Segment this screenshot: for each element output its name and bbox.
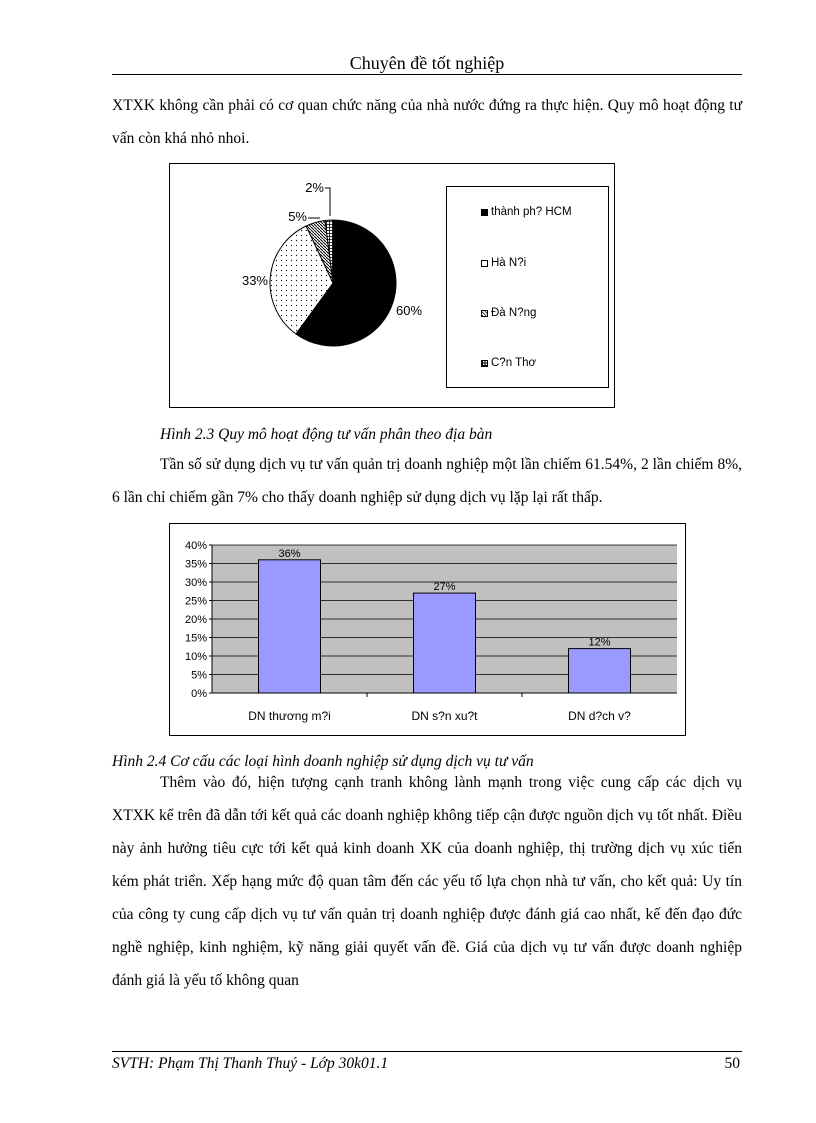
bar-0 xyxy=(259,560,321,693)
y-tick-label: 0% xyxy=(191,688,207,700)
legend-swatch-hcm xyxy=(481,209,488,216)
pie-chart-frame xyxy=(169,163,615,408)
legend-swatch-cantho xyxy=(481,360,488,367)
y-tick-label: 40% xyxy=(184,540,207,552)
x-category-label: DN s?n xu?t xyxy=(411,709,478,723)
bar-value-label: 36% xyxy=(278,547,301,560)
paragraph-1: XTXK không cần phải có cơ quan chức năng của nhà nước đứng ra thực hiện. Quy mô hoạt động tư vấn còn khá nhỏ nhoi. xyxy=(112,97,742,147)
y-tick-label: 15% xyxy=(184,632,207,645)
page-number: 50 xyxy=(724,1055,740,1072)
paragraph-3: Thêm vào đó, hiện tượng cạnh tranh không lành mạnh trong việc cung cấp các dịch vụ XTXK kể trên đã dẫn tới kết quả các doanh nghiệp không tiếp cận được nguồn dịch vụ tốt nhất. Điều này ảnh hưởng tiêu cực tới kết quả kinh doanh XK của doanh nghiệp, thị trường dịch vụ xúc tiến kém phát triển. Xếp hạng mức độ quan tâm đến các yếu tố lựa chọn nhà tư vấn, cho kết quả: Uy tín của công ty cung cấp dịch vụ tư vấn quản trị doanh nghiệp được đánh giá cao nhất, kế đến đạo đức nghề nghiệp, kinh nghiệm, kỹ năng giải quyết vấn đề. Giá của dịch vụ tư vấn được doanh nghiệp đánh giá là yếu tố không quan xyxy=(112,774,742,989)
y-tick-label: 5% xyxy=(191,669,207,682)
bar-1 xyxy=(414,593,476,693)
figure-caption-2-3: Hình 2.3 Quy mô hoạt động tư vấn phân theo địa bàn xyxy=(160,426,493,443)
legend-item-hanoi xyxy=(481,257,526,269)
pie-label-hanoi: 33% xyxy=(241,273,268,288)
figure-caption-2-4: Hình 2.4 Cơ cấu các loại hình doanh nghiệp sử dụng dịch vụ tư vấn xyxy=(112,753,534,770)
legend-label-cantho: C?n Thơ xyxy=(491,357,537,369)
pie-label-cantho: 2% xyxy=(305,180,324,195)
bar-value-label: 12% xyxy=(588,636,611,649)
legend-item-cantho xyxy=(481,357,536,369)
legend-label-danang: Đà N?ng xyxy=(491,307,537,319)
pie-label-cantho-leader xyxy=(325,188,330,216)
header-rule xyxy=(112,74,742,75)
pie-legend xyxy=(446,186,609,388)
footer-rule xyxy=(112,1051,742,1052)
legend-swatch-hanoi xyxy=(481,260,488,267)
bar-2 xyxy=(569,649,631,693)
pie-label-danang: 5% xyxy=(288,209,307,224)
x-category-label: DN d?ch v? xyxy=(568,709,631,723)
y-tick-label: 10% xyxy=(184,651,207,663)
y-tick-label: 30% xyxy=(184,577,207,589)
bar-value-label: 27% xyxy=(433,581,456,594)
legend-item-danang xyxy=(481,307,536,319)
x-category-label: DN thương m?i xyxy=(248,709,331,723)
y-tick-label: 35% xyxy=(184,558,207,571)
pie-label-hcm: 60% xyxy=(396,303,423,318)
y-tick-label: 25% xyxy=(184,595,207,608)
legend-swatch-danang xyxy=(481,310,488,317)
y-tick-label: 20% xyxy=(184,614,207,626)
legend-label-hcm: thành ph? HCM xyxy=(491,206,572,218)
paragraph-2: Tần số sử dụng dịch vụ tư vấn quản trị doanh nghiệp một lần chiếm 61.54%, 2 lần chiếm 8%, 6 lần chỉ chiếm gần 7% cho thấy doanh nghiệp sử dụng dịch vụ lặp lại rất thấp. xyxy=(112,456,742,506)
legend-label-hanoi: Hà N?i xyxy=(491,257,527,269)
page-header-title: Chuyên đề tốt nghiệp xyxy=(349,53,505,73)
bar-chart-frame xyxy=(169,523,686,736)
legend-item-hcm xyxy=(481,206,572,218)
bar-chart xyxy=(170,524,685,735)
footer-author: SVTH: Phạm Thị Thanh Thuý - Lớp 30k01.1 xyxy=(112,1055,389,1072)
